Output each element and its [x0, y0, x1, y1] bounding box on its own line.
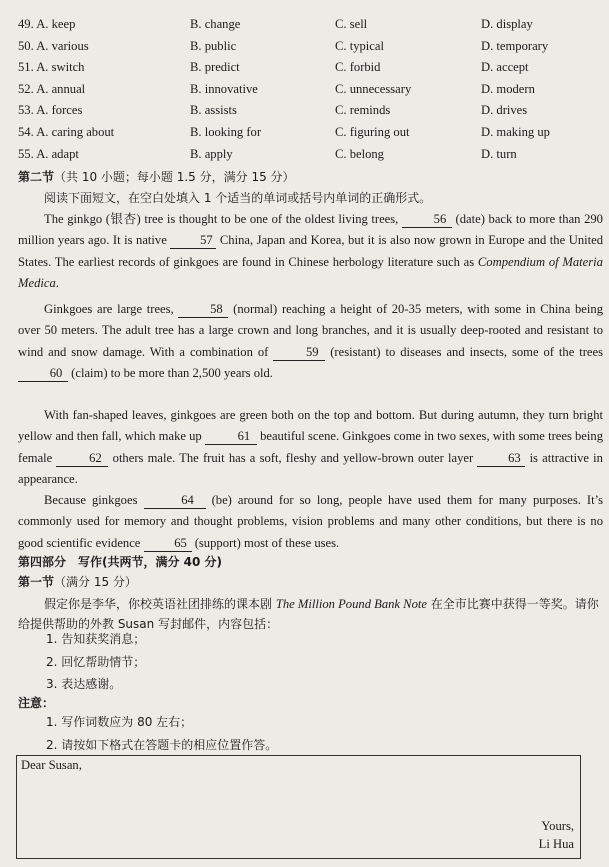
option-row	[18, 36, 598, 58]
option-d: D. drives	[481, 103, 528, 118]
option-d: D. temporary	[481, 38, 549, 53]
blank-65[interactable]: 65	[144, 535, 192, 552]
option-b: B. public	[190, 38, 237, 53]
passage-paragraph-2	[18, 299, 603, 385]
passage-text: is attractive in appearance.	[18, 450, 603, 487]
writing-item: 2. 回忆帮助情节；	[46, 654, 146, 669]
blank-63[interactable]: 63	[477, 450, 525, 467]
passage-text: (be) around for so long, people have used them for many purposes. It’s commonly used for memory and thought problems, vision problems and many other conditions, but there is no good scientific evidence	[18, 493, 603, 550]
blank-59[interactable]: 59	[273, 344, 325, 361]
section2-instruction: 阅读下面短文，在空白处填入 1 个适当的单词或括号内单词的正确形式。	[44, 191, 432, 205]
note-item: 1. 写作词数应为 80 左右；	[46, 715, 193, 729]
passage-text: China, Japan and Korea, but it is also now grown in Europe and the United States. The earliest records of ginkgoes are found in Chinese herbology literature such as	[18, 233, 604, 269]
option-c: C. typical	[335, 38, 384, 53]
blank-62[interactable]: 62	[56, 450, 108, 467]
option-a: 49. A. keep	[18, 17, 76, 31]
option-c: C. belong	[335, 146, 384, 161]
passage-text: (support) most of these uses.	[194, 535, 340, 550]
section2-note: （共 10 小题；每小题 1.5 分，满分 15 分）	[54, 170, 295, 184]
part4-sub-heading: 第一节	[18, 575, 55, 589]
passage-paragraph-4	[18, 490, 603, 554]
notes-list	[18, 711, 603, 756]
option-row	[18, 100, 598, 122]
option-a: 55. A. adapt	[18, 146, 79, 161]
letter-closing: Yours,	[541, 819, 574, 833]
passage-text: (claim) to be more than 2,500 years old.	[71, 366, 273, 381]
passage-text: others male. The fruit has a soft, fleshy and yellow-brown outer layer	[112, 450, 474, 465]
passage-text: With fan-shaped leaves, ginkgoes are green both on the top and bottom. But during autumn, they turn bright yellow and then fall, which make up	[18, 408, 603, 444]
note-item: 2. 请按如下格式在答题卡的相应位置作答。	[46, 737, 278, 752]
passage-paragraph-1	[18, 209, 603, 295]
section2-heading: 第二节	[18, 170, 55, 184]
option-c: C. unnecessary	[335, 81, 412, 96]
passage-text: beautiful scene. Ginkgoes come in two sexes, with some trees being female	[18, 429, 603, 465]
blank-58[interactable]: 58	[178, 301, 228, 318]
part4-sub-note: （满分 15 分）	[54, 575, 137, 589]
section2-heading-line	[18, 168, 603, 186]
option-d: D. display	[481, 17, 533, 31]
writing-item: 1. 告知获奖消息；	[46, 632, 146, 646]
letter-answer-box[interactable]	[16, 755, 581, 859]
option-a: 52. A. annual	[18, 81, 86, 96]
blank-61[interactable]: 61	[205, 428, 257, 445]
option-b: B. innovative	[190, 81, 258, 96]
prompt-text: 在全市比赛中获得一等奖。请你给提供帮助的外教 Susan 写封邮件，内容包括：	[18, 597, 599, 631]
blank-56[interactable]: 56	[402, 211, 452, 228]
option-d: D. turn	[481, 146, 517, 161]
option-row	[18, 144, 598, 166]
option-row	[18, 122, 598, 144]
letter-greeting: Dear Susan,	[21, 758, 82, 772]
passage-text: (date) back to more than 290 million years ago. It is native	[18, 212, 603, 248]
option-b: B. apply	[190, 146, 233, 161]
option-row	[18, 14, 598, 36]
blank-64[interactable]: 64	[144, 492, 206, 509]
option-b: B. assists	[190, 103, 237, 118]
passage-text: (normal) reaching a height of 20-35 meters, with some in China being over 50 meters. The adult tree has a large crown and long branches, and it is usually deep-rooted and resistant to wind and snow damage. With a combination of	[18, 302, 603, 359]
part4-sub-heading-line	[18, 573, 603, 591]
option-c: C. figuring out	[335, 124, 410, 139]
option-d: D. modern	[481, 81, 535, 96]
passage-paragraph-3	[18, 405, 603, 491]
play-title: The Million Pound Bank Note	[275, 597, 427, 611]
option-row	[18, 79, 598, 101]
option-b: B. change	[190, 17, 241, 31]
passage-text: .	[55, 276, 59, 291]
option-b: B. looking for	[190, 124, 262, 139]
blank-57[interactable]: 57	[170, 232, 216, 249]
option-d: D. making up	[481, 124, 550, 139]
answer-options	[18, 14, 598, 165]
passage-text: Ginkgoes are large trees,	[44, 302, 174, 316]
option-a: 50. A. various	[18, 38, 89, 53]
book-title: Compendium of Materia Medica	[18, 254, 603, 291]
writing-item: 3. 表达感谢。	[46, 677, 122, 691]
notes-heading: 注意：	[18, 696, 55, 710]
option-b: B. predict	[190, 60, 240, 75]
option-c: C. forbid	[335, 60, 381, 75]
option-a: 54. A. caring about	[18, 124, 115, 139]
option-c: C. sell	[335, 17, 368, 31]
passage-text: (resistant) to diseases and insects, some of the trees	[330, 344, 604, 359]
letter-signature: Li Hua	[538, 837, 574, 851]
prompt-text: 假定你是李华，你校英语社团排练的课本剧	[44, 597, 273, 611]
option-a: 53. A. forces	[18, 103, 83, 118]
option-row	[18, 57, 598, 79]
blank-60[interactable]: 60	[18, 365, 68, 382]
part4-heading: 第四部分 写作(共两节，满分 40 分)	[18, 555, 223, 569]
option-d: D. accept	[481, 60, 529, 75]
option-c: C. reminds	[335, 103, 391, 118]
passage-text: The ginkgo (银杏) tree is thought to be one of the oldest living trees,	[44, 212, 399, 226]
option-a: 51. A. switch	[18, 60, 85, 75]
writing-items	[18, 628, 603, 696]
passage-text: Because ginkgoes	[44, 493, 138, 507]
